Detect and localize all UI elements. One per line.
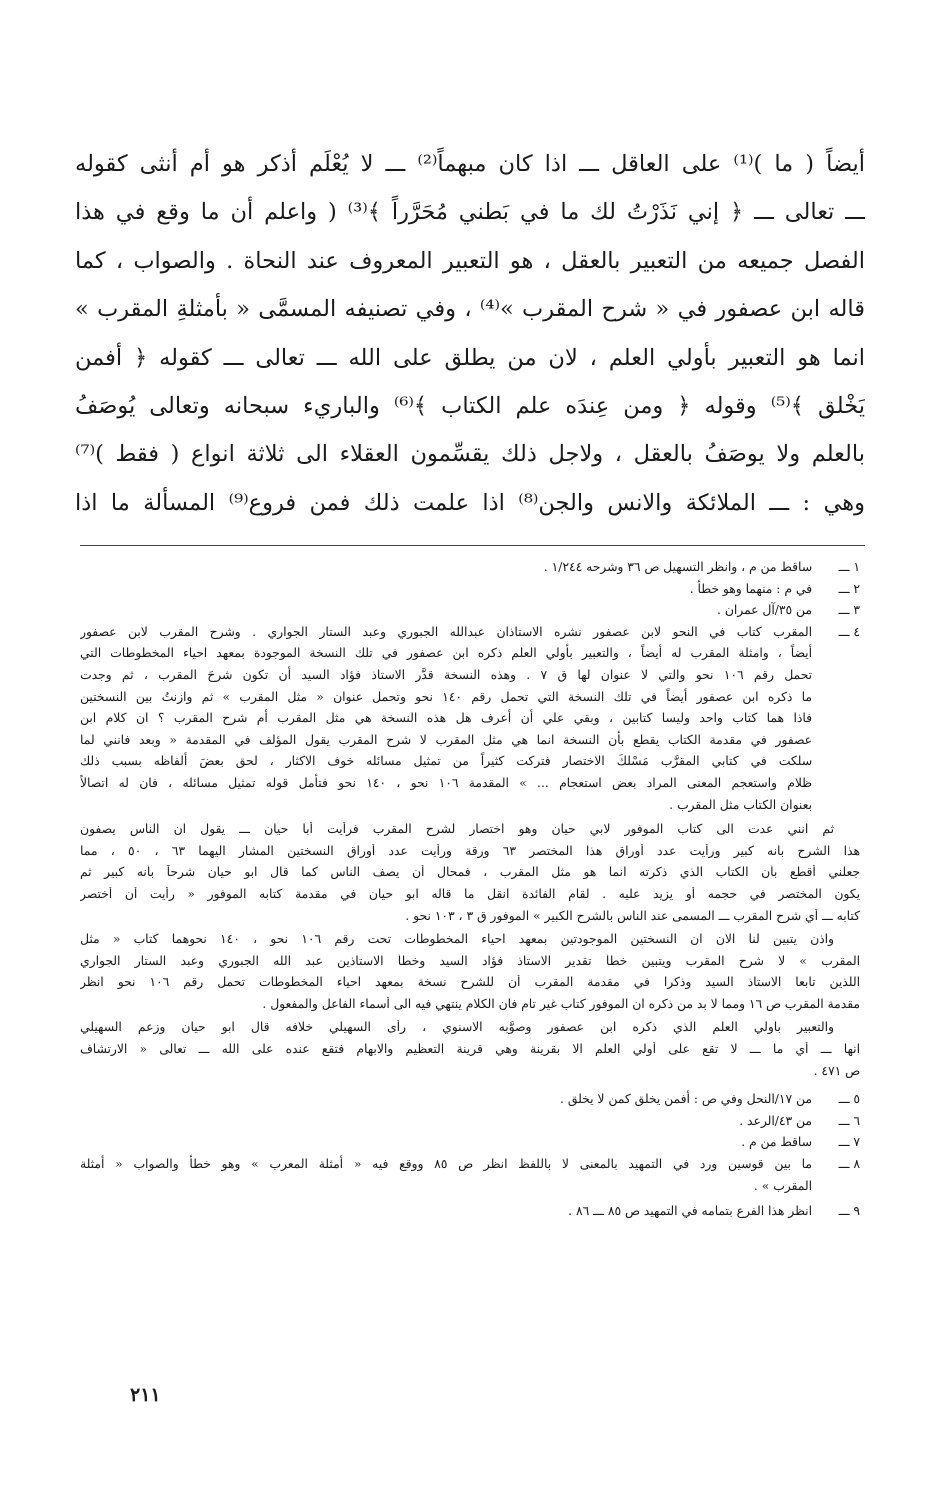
footnote-paragraph-2 — [80, 932, 860, 1018]
main-text-line: انما هو التعبير بأولي العلم ، لان من يطلق على الله ـــ تعالى ـــ كقوله ﴿ أفمن — [75, 344, 865, 371]
main-text-line: يَخْلق ﴾⁽⁵⁾ وقوله ﴿ ومن عِندَه علم الكتاب ﴾⁽⁶⁾ والباريء سبحانه وتعالى يُوصَفُ — [75, 392, 865, 419]
footnote-line: هذا الشرح بأنه كبير ورأيت عدد أوراق هذا المختصر ٦٣ ورقة ورأيت عدد أوراق النسختين المشار اليهما ٦٣ ، ٥٠ ، مما — [80, 843, 860, 858]
main-text-line: وهي : ـــ الملائكة والانس والجن⁽⁸⁾ اذا علمت ذلك فمن فروع⁽⁹⁾ المسألة ما اذا — [75, 489, 865, 516]
footnote-line: ص ٤٧١ . — [813, 1063, 860, 1078]
footnote-line: واذن يتبين لنا الان ان النسختين الموجودتين بمعهد احياء المخطوطات تحت رقم ١٠٦ نحو ، ١٤٠ نحوهما كتاب « مثل — [80, 932, 834, 947]
main-text-line: قاله ابن عصفور في « شرح المقرب »⁽⁴⁾ ، وفي تصنيفه المسمَّى « بأمثلةِ المقرب » — [75, 296, 865, 323]
footnote-line: تحمل رقم ١٠٦ نحو والتي لا عنوان لها ق ٧ . وهذه النسخة قدَّر الاستاذ فؤاد السيد أن تكون شرحَ المقرب ، ثم وجدت — [80, 667, 812, 682]
footnote-line: المقرب » . — [753, 1178, 812, 1193]
footnote-7 — [80, 1132, 860, 1154]
footnote-number: ١ ـــ — [838, 560, 860, 574]
footnote-line: ثم انني عدت الى كتاب الموفور لابي حيان وهو اختصار لشرح المقرب فرأيت أبا حيان ـــ يقول ان الناس يصفون — [80, 822, 834, 837]
footnote-9 — [80, 1201, 860, 1223]
footnote-4 — [80, 622, 860, 816]
footnote-line: ما بين قوسين ورد في التمهيد بالمعنى لا باللفظ انظر ص ٨٥ ووقع فيه « أمثلة المعرب » وهو خطأ والصواب « أمثلة — [80, 1157, 812, 1172]
footnote-paragraph-3 — [80, 1020, 860, 1085]
footnote-line: بعنوان الكتاب مثل المقرب . — [669, 797, 812, 812]
main-text-line: ـــ تعالى ـــ ﴿ إني نَذَرْتُ لك ما في بَطني مُحَرَّراً ﴾⁽³⁾ ( واعلم أن ما وقع في هذا — [75, 199, 865, 226]
footnote-8 — [80, 1154, 860, 1197]
main-text-line: أيضاً ( ما )⁽¹⁾ على العاقل ـــ اذا كان مبهماً⁽²⁾ ـــ لا يُعْلَم أذكر هو أم أنثى كقوله — [75, 151, 865, 177]
footnote-number: ٤ ـــ — [838, 624, 860, 639]
footnote-3 — [80, 600, 860, 622]
footnote-line: انظر هذا الفرع بتمامه في التمهيد ص ٨٥ ـــ ٨٦ . — [568, 1204, 812, 1219]
main-text-line: الفصل جميعه من التعبير بالعقل ، هو التعبير المعروف عند النحاة . والصواب ، كما — [75, 247, 865, 274]
footnote-line: من ١٧/النحل وفي ص : أفمن يخلق كمن لا يخلق . — [560, 1092, 812, 1107]
main-text — [75, 140, 865, 527]
footnote-line: في م : منهما وهو خطأ . — [689, 581, 812, 596]
footnote-line: سلكت في كتابي المقرَّب مَسْلكَ الاختصار فتركت كثيراً من تمثيل مسائله خوف الاكثار ، لحق بعضَ ألفاظه بسبب ذلك — [80, 754, 812, 769]
footnote-line: المقرب » لا شرح المقرب ويتبين خطأ تقدير الاستاذ فؤاد السيد وخطأ الاستاذين عبد الله الجبوري وعبد الستار الجواري — [80, 953, 860, 968]
footnote-line: اللذين تابعا الاستاذ السيد وذكرا في مقدمة المقرب أن للشرح نسخة بمعهد احياء المخطوطات تحمل رقم ١٠٦ نحو انظر — [80, 975, 860, 990]
footnote-line: ظلام واستعجم المعنى المراد بعض استعجام ... » المقدمة ١٠٦ نحو ، ١٤٠ نحو فتأمل قوله تمثيل مسائله ، فان له اتصالاً — [80, 775, 812, 790]
footnote-line: من ٣٥/آل عمران . — [717, 603, 812, 618]
footnote-6 — [80, 1111, 860, 1133]
footnotes — [80, 557, 860, 1223]
footnote-line: كتابه ـــ أي شرح المقرب ـــ المسمى عند الناس بالشرح الكبير » الموفور ق ٣ ، ١٠٣ نحو . — [405, 908, 860, 923]
footnote-line: انها ـــ أي ما ـــ لا تقع على أولي العلم الا بقرينة وهي قرينة التعظيم والابهام فتقع عنده على الله ـــ تعالى « الارتشاف — [80, 1042, 860, 1057]
footnote-line: ما ذكره ابن عصفور أيضاً في تلك النسخة التي تحمل رقم ١٤٠ نحو وتحمل عنوان « مثل المقرب » ثم وازنتُ بين النسختين — [80, 689, 812, 704]
footnote-number: ٥ ـــ — [838, 1092, 860, 1107]
footnote-line: فاذا هما كتاب واحد وليسا كتابين ، وبقي علي أن أعرف هل هذه النسخة هي مثل المقرب أم شرح المقرب ؟ ان كلام ابن — [80, 711, 812, 726]
footnote-line: المقرب كتاب في النحو لابن عصفور نشره الاستاذان عبدالله الجبوري وعبد الستار الجواري . وشرح المقرب لابن عصفور — [80, 624, 812, 639]
footnote-number: ٢ ـــ — [838, 581, 860, 596]
footnote-line: والتعبير بأولي العلم الذي ذكره ابن عصفور وصوَّبه الاسنوي ، رأى السهيلي خلافه قال ابو حيان وزعم السهيلي — [80, 1020, 834, 1035]
footnote-separator — [80, 545, 865, 546]
page-number: ٢١١ — [130, 1384, 161, 1406]
footnote-line: عصفور في مقدمة الكتاب يقطع بأن النسخة انما هي مثل المقرب لا شرح المقرب يقول المؤلف في المقدمة « وبعد فانني لما — [80, 732, 812, 747]
footnote-line: يكون المختصر في حجمه أو يزيد عليه . لقام الفائدة انقل ما قاله ابو حيان في مقدمة كتابه الموفور « رأيت أن أختصر — [80, 886, 860, 901]
footnote-1 — [80, 557, 860, 579]
footnote-line: ساقط من م ، وانظر التسهيل ص ٣٦ وشرحه ١/٢٤٤ . — [543, 560, 812, 574]
footnote-line: من ٤٣/الرعد . — [739, 1113, 812, 1128]
footnote-line: جعلني أقطع بأن الكتاب الذي ذكرته انما هو مثل المقرب ، فمحال أن يصف الناس كما قال ابو حيان شرحاً بأنه كبير ثم — [80, 865, 860, 880]
footnote-5 — [80, 1089, 860, 1111]
footnote-number: ٩ ـــ — [838, 1204, 860, 1219]
footnote-line: ساقط من م . — [741, 1135, 812, 1150]
footnote-number: ٣ ـــ — [838, 603, 860, 618]
footnote-line: مقدمة المقرب ص ١٦ ومما لا بد من ذكره ان الموفور كتاب غير تام فان الكلام ينتهي فيه الى أسماء الفاعل والمفعول . — [262, 996, 860, 1011]
footnote-number: ٦ ـــ — [838, 1113, 860, 1128]
footnote-number: ٨ ـــ — [838, 1157, 860, 1172]
footnote-number: ٧ ـــ — [838, 1135, 860, 1150]
footnote-line: أيضاً ، وامثلة المقرب له أيضاً ، والتعبير بأولي العلم ذكره ابن عصفور في تلك النسخة الموجودة بمعهد احياء المخطوطات التي — [80, 646, 812, 661]
main-text-line: بالعلم ولا يوصَفُ بالعقل ، ولاجل ذلك يقسِّمون العقلاء الى ثلاثة انواع ( فقط )⁽⁷⁾ — [75, 441, 865, 468]
footnote-paragraph-1 — [80, 822, 860, 930]
footnote-2 — [80, 579, 860, 601]
